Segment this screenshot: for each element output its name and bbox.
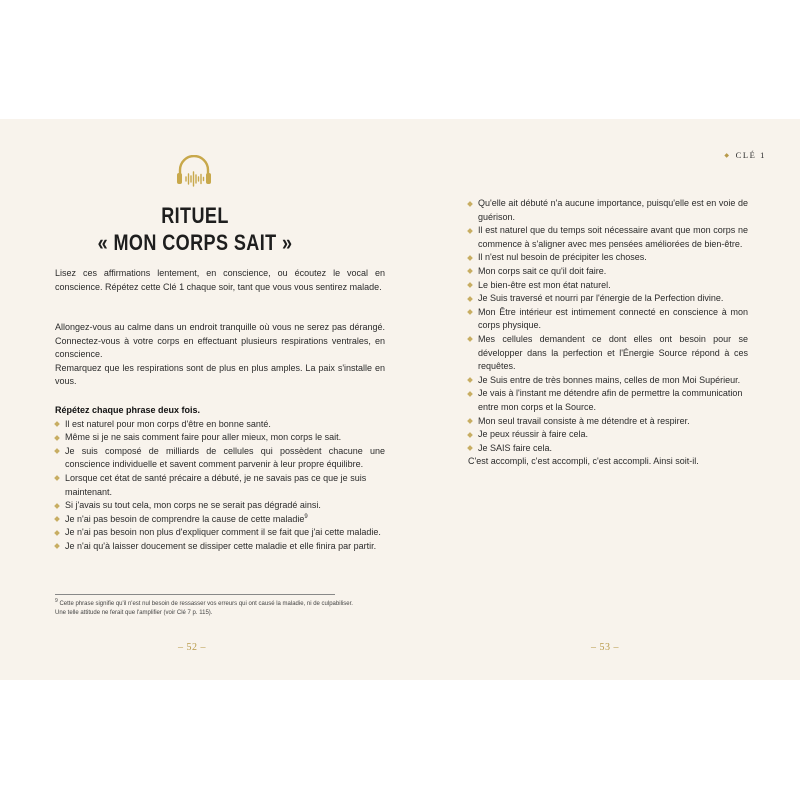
left-page — [0, 119, 400, 680]
repeat-instruction: Répétez chaque phrase deux fois. — [55, 405, 201, 415]
breathing-instruction: Allongez-vous au calme dans un endroit tranquille où vous ne serez pas dérangé. Connectez-vous à votre corps en effectuant plusieurs respirations ventrales, en conscience. — [55, 322, 385, 360]
list-item: Je vais à l'instant me détendre afin de permettre la communication entre mon corps et la Source. — [468, 387, 748, 414]
list-item: Je n'ai pas besoin de comprendre la cause de cette maladie$^9$ — [55, 513, 385, 527]
intro-paragraph: Lisez ces affirmations lentement, en conscience, ou écoutez le vocal en conscience. Répétez cette Clé 1 chaque soir, tant que vous vous sentirez malade. — [55, 268, 385, 292]
diamond-icon: ◆ — [724, 152, 731, 159]
affirmations-block-left — [55, 404, 385, 554]
section-label: CLÉ 1 — [735, 150, 766, 160]
list-item: Il n'est nul besoin de précipiter les choses. — [468, 251, 748, 265]
footnote: $^9$ Cette phrase signifie qu'il n'est nul besoin de ressasser vos erreurs qui ont causé la maladie, ni de culpabiliser. Une telle attitude ne ferait que l'amplifier (voir Clé 7 p. 115). — [55, 598, 353, 616]
affirmation-list-right — [468, 197, 748, 455]
list-item: Lorsque cet état de santé précaire a débuté, je ne savais pas ce que je suis maintenant. — [55, 472, 385, 499]
list-item: Mon Être intérieur est intimement connecté en conscience à mon corps physique. — [468, 306, 748, 333]
closing-line: C'est accompli, c'est accompli, c'est accompli. Ainsi soit-il. — [468, 456, 699, 467]
page-number-left: – 52 – — [178, 642, 206, 653]
list-item: Je Suis entre de très bonnes mains, celles de mon Moi Supérieur. — [468, 374, 748, 388]
peace-instruction: Remarquez que les respirations sont de plus en plus amples. La paix s'installe en vous. — [55, 362, 385, 387]
affirmation-list-left — [55, 418, 385, 554]
footnote-divider — [55, 594, 335, 595]
list-item: Je n'ai qu'à laisser doucement se dissiper cette maladie et elle finira par partir. — [55, 540, 385, 554]
list-item: Je suis composé de milliards de cellules qui possèdent chacune une conscience individuelle et savent comment parvenir à leur propre équilibre. — [55, 445, 385, 472]
list-item: Si j'avais su tout cela, mon corps ne se serait pas dégradé ainsi. — [55, 499, 385, 513]
running-header — [724, 150, 766, 160]
list-item: Qu'elle ait débuté n'a aucune importance, puisqu'elle est en voie de guérison. — [468, 197, 748, 224]
list-item: Je SAIS faire cela. — [468, 442, 748, 456]
list-item: Mon seul travail consiste à me détendre et à respirer. — [468, 415, 748, 429]
headphones-icon — [175, 155, 213, 189]
list-item: Mon corps sait ce qu'il doit faire. — [468, 265, 748, 279]
affirmations-block-right — [468, 197, 748, 469]
list-item: Il est naturel pour mon corps d'être en bonne santé. — [55, 418, 385, 432]
footnote-ref: 9 — [304, 513, 308, 520]
list-item: Je peux réussir à faire cela. — [468, 428, 748, 442]
ritual-title: RITUEL — [161, 203, 229, 228]
page-number-right: – 53 – — [591, 642, 619, 653]
list-item: Même si je ne sais comment faire pour aller mieux, mon corps le sait. — [55, 431, 385, 445]
list-item: Mes cellules demandent ce dont elles ont besoin pour se développer dans la perfection et l'Énergie Source répond à ces requêtes. — [468, 333, 748, 374]
list-item: Le bien-être est mon état naturel. — [468, 279, 748, 293]
instructions-paragraph — [55, 321, 385, 389]
book-spread — [0, 119, 800, 680]
list-item: Il est naturel que du temps soit nécessaire avant que mon corps ne commence à s'aligner avec mes pensées améliorées de bien-être. — [468, 224, 748, 251]
list-item: Je Suis traversé et nourri par l'énergie de la Perfection divine. — [468, 292, 748, 306]
list-item: Je n'ai pas besoin non plus d'expliquer comment il se fait que j'ai cette maladie. — [55, 526, 385, 540]
ritual-subtitle: « MON CORPS SAIT » — [97, 230, 293, 255]
